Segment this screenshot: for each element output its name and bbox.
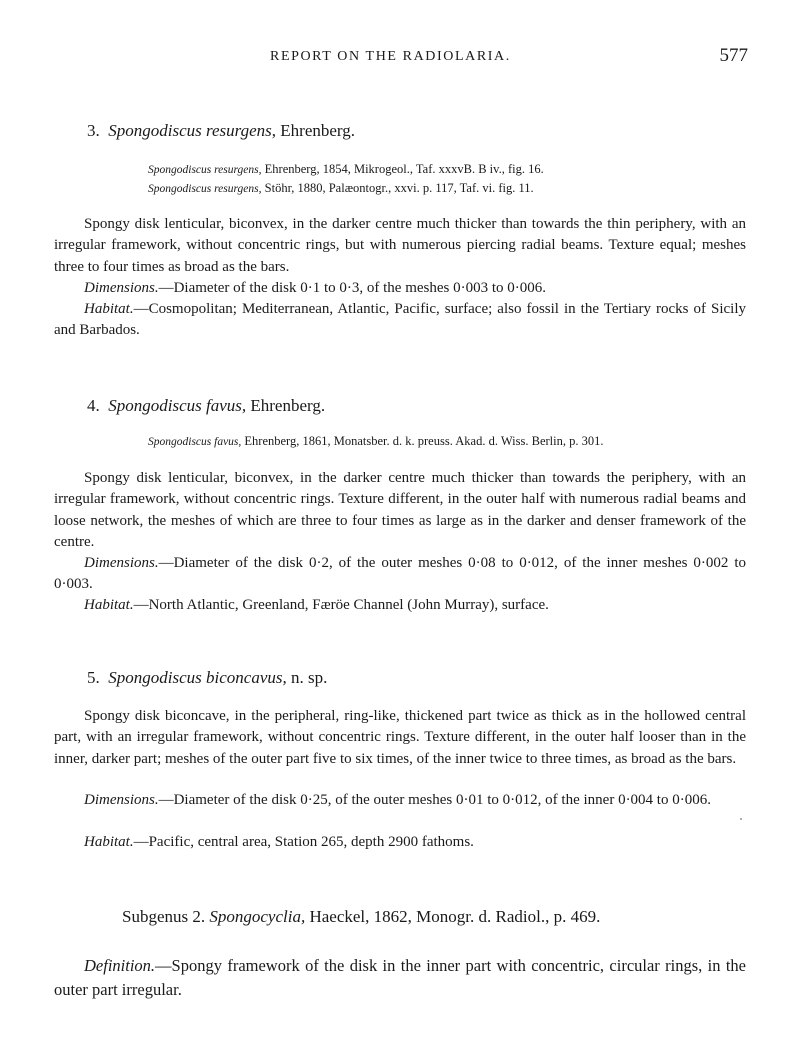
species-number: 3. (87, 121, 100, 140)
synonym-line (148, 162, 544, 177)
dimensions-text: —Diameter of the disk 0·2, of the outer meshes 0·08 to 0·012, of the inner meshes 0·002 to 0·003. (54, 555, 746, 593)
synonym-name: Spongodiscus resurgens, (148, 164, 262, 176)
habitat-label: Habitat. (84, 597, 134, 613)
dimensions-text: —Diameter of the disk 0·1 to 0·3, of the meshes 0·003 to 0·006. (158, 280, 547, 296)
species-number: 4. (87, 396, 100, 415)
species-heading-4 (87, 396, 325, 416)
dimensions-label: Dimensions. (84, 555, 159, 571)
species-genus: Spongodiscus (108, 668, 202, 687)
species-dimensions (54, 278, 746, 299)
species-dimensions (54, 553, 746, 596)
habitat-text: —Pacific, central area, Station 265, depth 2900 fathoms. (133, 834, 474, 850)
species-habitat (54, 299, 746, 342)
page-number: 577 (719, 45, 748, 66)
species-description: Spongy disk lenticular, biconvex, in the darker centre much thicker than towards the periphery, with an irregular framework, without concentric rings. Texture different, in the outer half with numerous radial beams and loose network, the meshes of which are three to four times as large as in the darker and denser framework of the centre. (54, 470, 746, 550)
species-genus: Spongodiscus (108, 121, 202, 140)
synonym-citation: Ehrenberg, 1861, Monatsber. d. k. preuss. Akad. d. Wiss. Berlin, p. 301. (244, 434, 604, 448)
synonym-citation: Ehrenberg, 1854, Mikrogeol., Taf. xxxvB. B iv., fig. 16. (264, 162, 544, 176)
species-habitat (54, 832, 746, 853)
subgenus-heading (122, 907, 600, 927)
synonym-line (148, 181, 534, 196)
species-genus: Spongodiscus (108, 396, 202, 415)
species-epithet: resurgens (206, 121, 272, 140)
species-heading-3: 3. Spongodiscus resurgens, Ehrenberg. (87, 121, 356, 140)
species-description: Spongy disk biconcave, in the peripheral, ring-like, thickened part twice as thick as in the hollowed central part, with an irregular framework, without concentric rings. Texture different, in the outer half looser than in the inner, darker part; meshes of the outer part five to six times, of the inner twice to three times, as broad as the bars. (54, 708, 746, 767)
species-heading-5 (87, 668, 327, 688)
subgenus-name: Spongocyclia, (209, 907, 306, 926)
species-author: n. sp. (290, 668, 328, 687)
species-epithet: favus, (206, 396, 247, 415)
synonym-name: Spongodiscus resurgens, (148, 183, 262, 195)
subgenus-prefix: Subgenus 2. (122, 907, 206, 926)
habitat-text: —North Atlantic, Greenland, Færöe Channel (John Murray), surface. (133, 597, 549, 613)
species-author: Ehrenberg. (250, 396, 326, 415)
subgenus-definition (54, 954, 746, 1002)
habitat-label: Habitat. (84, 834, 134, 850)
habitat-text: —Cosmopolitan; Mediterranean, Atlantic, Pacific, surface; also fossil in the Tertiary rocks of Sicily and Barbados. (54, 301, 746, 339)
synonym-line (148, 434, 603, 449)
species-dimensions (54, 790, 746, 811)
habitat-label: Habitat. (84, 301, 134, 317)
species-epithet: biconcavus, (206, 668, 287, 687)
synonym-citation: Stöhr, 1880, Palæontogr., xxvi. p. 117, Taf. vi. fig. 11. (264, 181, 534, 195)
dimensions-label: Dimensions. (84, 280, 159, 296)
definition-label: Definition. (84, 956, 156, 975)
dimensions-label: Dimensions. (84, 792, 159, 808)
synonym-name: Spongodiscus favus, (148, 436, 242, 448)
species-author: Ehrenberg. (280, 121, 356, 140)
subgenus-citation: Haeckel, 1862, Monogr. d. Radiol., p. 469. (309, 907, 601, 926)
running-title: REPORT ON THE RADIOLARIA. (270, 49, 511, 64)
species-habitat (54, 595, 746, 616)
species-description: Spongy disk lenticular, biconvex, in the darker centre much thicker than towards the thin periphery, with an irregular framework, without concentric rings, but with numerous piercing radial beams. Texture equal; meshes three to four times as broad as the bars. (54, 216, 746, 275)
dimensions-text: —Diameter of the disk 0·25, of the outer meshes 0·01 to 0·012, of the inner 0·004 to 0·006. (158, 792, 711, 808)
definition-text: —Spongy framework of the disk in the inner part with concentric, circular rings, in the outer part irregular. (54, 956, 746, 999)
print-speck (740, 818, 742, 820)
running-header (0, 45, 800, 71)
species-number: 5. (87, 668, 100, 687)
